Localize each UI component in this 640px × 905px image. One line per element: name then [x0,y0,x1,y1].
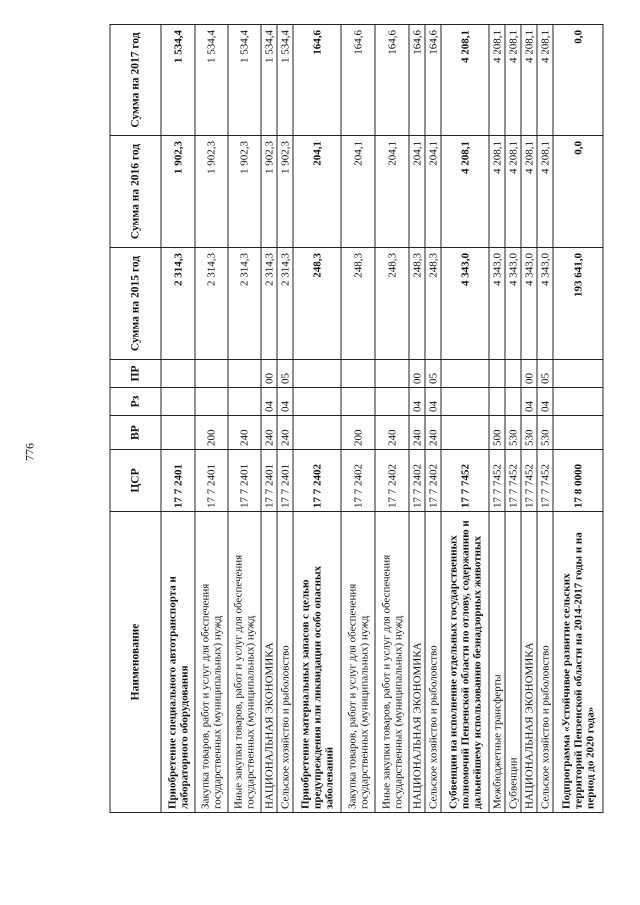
row-vr [553,416,603,450]
row-vr [161,416,195,450]
row-sum-2016: 204,1 [293,136,341,248]
row-csr: 17 7 7452 [505,450,521,512]
row-vr: 240 [277,416,293,450]
table-row [375,25,409,813]
row-sum-2016: 204,1 [409,136,425,248]
col-header-2016: Сумма на 2016 год [110,136,161,248]
row-pr [553,360,603,388]
row-sum-2017: 4 208,1 [441,25,489,136]
row-rz [228,388,261,416]
row-csr: 17 7 2402 [375,450,409,512]
page-number: 776 [22,443,37,461]
row-sum-2015: 4 343,0 [537,248,553,360]
table-row [505,25,521,813]
row-sum-2016: 4 208,1 [441,136,489,248]
table-row [293,25,341,813]
row-csr: 17 7 2401 [195,450,228,512]
row-rz [195,388,228,416]
row-pr [161,360,195,388]
row-csr: 17 7 2401 [277,450,293,512]
row-pr: 05 [425,360,441,388]
col-header-csr: ЦСР [110,450,161,512]
row-sum-2017: 1 534,4 [277,25,293,136]
row-rz: 04 [537,388,553,416]
row-sum-2017: 4 208,1 [537,25,553,136]
row-sum-2017: 1 534,4 [195,25,228,136]
row-pr [195,360,228,388]
row-sum-2016: 204,1 [425,136,441,248]
row-sum-2016: 1 902,3 [195,136,228,248]
row-sum-2017: 164,6 [341,25,375,136]
row-rz: 04 [277,388,293,416]
row-name: Приобретение специального автотранспорта и лабораторного оборудования [161,512,195,813]
table-row [409,25,425,813]
row-vr: 240 [375,416,409,450]
budget-table [110,24,604,813]
row-name: Подпрограмма «Устойчивое развитие сельских территорий Пензенской области на 2014-2017 годы и на период до 2020 года» [553,512,603,813]
table-row [277,25,293,813]
row-sum-2016: 1 902,3 [161,136,195,248]
row-pr: 05 [537,360,553,388]
row-rz [293,388,341,416]
table-body [161,25,603,813]
row-sum-2016: 204,1 [341,136,375,248]
row-sum-2015: 193 641,0 [553,248,603,360]
row-vr: 200 [195,416,228,450]
row-sum-2016: 0,0 [553,136,603,248]
row-name: Субвенции на исполнение отдельных государственных полномочий Пензенской области по отлову, содержанию и дальнейшему использованию безнадзорных животных [441,512,489,813]
row-sum-2016: 1 902,3 [277,136,293,248]
table-row [521,25,537,813]
row-csr: 17 7 7452 [441,450,489,512]
row-sum-2016: 1 902,3 [228,136,261,248]
row-name: Приобретение материальных запасов с целью предупреждения или ликвидации особо опасных заболеваний [293,512,341,813]
row-csr: 17 7 2402 [341,450,375,512]
row-vr: 530 [505,416,521,450]
row-csr: 17 7 2402 [409,450,425,512]
col-header-pr: ПР [110,360,161,388]
row-sum-2015: 248,3 [375,248,409,360]
row-rz: 04 [409,388,425,416]
row-sum-2016: 1 902,3 [261,136,277,248]
row-sum-2016: 4 208,1 [537,136,553,248]
row-vr [441,416,489,450]
table-row [489,25,505,813]
row-sum-2017: 164,6 [375,25,409,136]
row-sum-2015: 2 314,3 [261,248,277,360]
row-name: Закупка товаров, работ и услуг для обеспечения государственных (муниципальных) нужд [341,512,375,813]
row-pr: 00 [261,360,277,388]
row-rz [341,388,375,416]
row-pr [228,360,261,388]
row-sum-2015: 4 343,0 [521,248,537,360]
row-sum-2017: 164,6 [425,25,441,136]
row-sum-2016: 4 208,1 [521,136,537,248]
row-csr: 17 7 2402 [293,450,341,512]
row-csr: 17 7 2401 [161,450,195,512]
rotated-table-container [110,25,596,813]
table-row [195,25,228,813]
row-vr: 530 [537,416,553,450]
col-header-2015: Сумма на 2015 год [110,248,161,360]
row-vr: 240 [409,416,425,450]
row-pr: 05 [277,360,293,388]
row-pr: 00 [409,360,425,388]
row-csr: 17 7 7452 [537,450,553,512]
row-vr: 200 [341,416,375,450]
col-header-vr: ВР [110,416,161,450]
table-row [161,25,195,813]
table-row [341,25,375,813]
row-sum-2015: 248,3 [409,248,425,360]
row-name: Закупка товаров, работ и услуг для обеспечения государственных (муниципальных) нужд [195,512,228,813]
row-rz [553,388,603,416]
row-rz [505,388,521,416]
row-sum-2015: 2 314,3 [228,248,261,360]
row-rz [441,388,489,416]
row-sum-2016: 204,1 [375,136,409,248]
row-sum-2017: 1 534,4 [228,25,261,136]
table-row [537,25,553,813]
row-sum-2017: 1 534,4 [161,25,195,136]
row-csr: 17 7 2402 [425,450,441,512]
row-pr [341,360,375,388]
row-pr [375,360,409,388]
row-name: Сельское хозяйство и рыболовство [537,512,553,813]
row-name: Иные закупки товаров, работ и услуг для обеспечения государственных (муниципальных) нужд [228,512,261,813]
row-csr: 17 7 7452 [521,450,537,512]
row-sum-2017: 164,6 [409,25,425,136]
row-sum-2016: 4 208,1 [505,136,521,248]
row-sum-2015: 248,3 [341,248,375,360]
row-sum-2015: 248,3 [425,248,441,360]
row-sum-2015: 4 343,0 [505,248,521,360]
row-name: НАЦИОНАЛЬНАЯ ЭКОНОМИКА [409,512,425,813]
row-sum-2016: 4 208,1 [489,136,505,248]
row-sum-2015: 2 314,3 [277,248,293,360]
row-sum-2015: 4 343,0 [489,248,505,360]
table-row [553,25,603,813]
row-rz: 04 [261,388,277,416]
row-rz: 04 [425,388,441,416]
row-sum-2017: 4 208,1 [505,25,521,136]
row-name: НАЦИОНАЛЬНАЯ ЭКОНОМИКА [521,512,537,813]
row-name: Сельское хозяйство и рыболовство [425,512,441,813]
row-vr: 240 [228,416,261,450]
row-pr [293,360,341,388]
col-header-2017: Сумма на 2017 год [110,25,161,136]
row-sum-2015: 248,3 [293,248,341,360]
table-row [441,25,489,813]
row-name: Межбюджетные трансферты [489,512,505,813]
row-vr: 240 [425,416,441,450]
row-vr: 530 [521,416,537,450]
row-name: Сельское хозяйство и рыболовство [277,512,293,813]
table-row [425,25,441,813]
col-header-rz: Рз [110,388,161,416]
row-vr: 500 [489,416,505,450]
row-csr: 17 8 0000 [553,450,603,512]
row-sum-2017: 4 208,1 [489,25,505,136]
row-pr: 00 [521,360,537,388]
row-sum-2017: 4 208,1 [521,25,537,136]
row-pr [489,360,505,388]
row-sum-2017: 1 534,4 [261,25,277,136]
row-sum-2017: 164,6 [293,25,341,136]
row-pr [505,360,521,388]
row-sum-2015: 2 314,3 [195,248,228,360]
row-pr [441,360,489,388]
row-rz [489,388,505,416]
row-name: Субвенции [505,512,521,813]
row-rz [375,388,409,416]
row-sum-2015: 4 343,0 [441,248,489,360]
row-sum-2015: 2 314,3 [161,248,195,360]
table-row [261,25,277,813]
row-rz [161,388,195,416]
row-vr [293,416,341,450]
header-row [110,25,161,813]
row-csr: 17 7 2401 [261,450,277,512]
row-name: Иные закупки товаров, работ и услуг для обеспечения государственных (муниципальных) нужд [375,512,409,813]
row-csr: 17 7 2401 [228,450,261,512]
row-csr: 17 7 7452 [489,450,505,512]
row-name: НАЦИОНАЛЬНАЯ ЭКОНОМИКА [261,512,277,813]
row-vr: 240 [261,416,277,450]
row-rz: 04 [521,388,537,416]
row-sum-2017: 0,0 [553,25,603,136]
table-row [228,25,261,813]
col-header-name: Наименование [110,512,161,813]
